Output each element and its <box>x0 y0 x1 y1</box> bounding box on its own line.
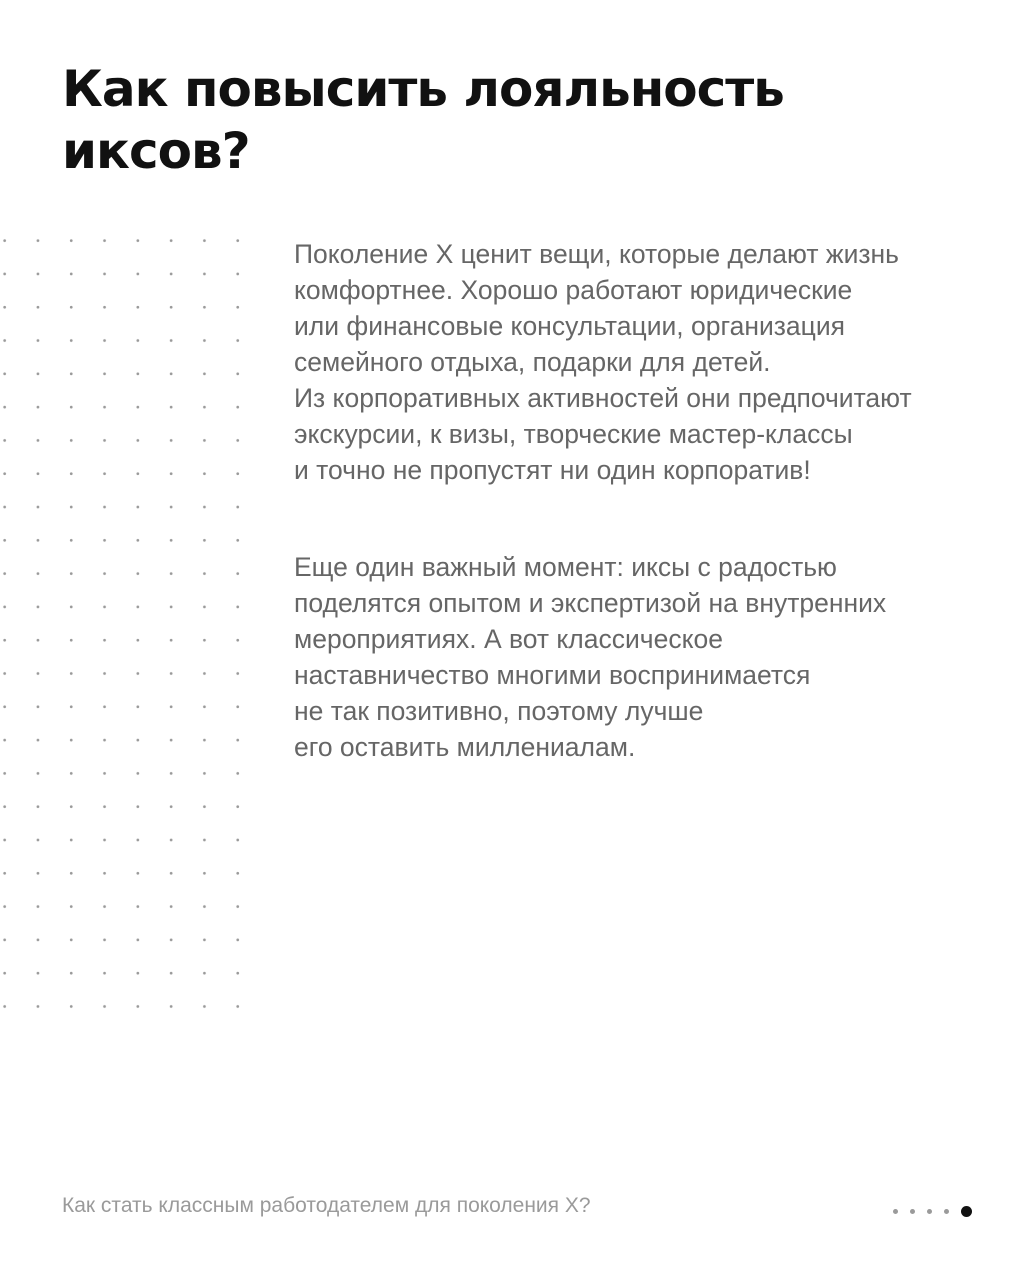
slide-pager <box>893 1206 972 1217</box>
pager-dot <box>944 1209 949 1214</box>
page-title: Как повысить лояльность иксов? <box>62 60 784 180</box>
paragraph-line: семейного отдыха, подарки для детей. <box>294 347 771 377</box>
paragraph-line: Из корпоративных активностей они предпочитают <box>294 383 912 413</box>
paragraph-line: наставничество многими воспринимается <box>294 660 811 690</box>
paragraph-1 <box>294 236 994 488</box>
pager-dot <box>927 1209 932 1214</box>
footer-caption: Как стать классным работодателем для поколения Х? <box>62 1194 591 1217</box>
paragraph-line: комфортнее. Хорошо работают юридические <box>294 275 853 305</box>
paragraph-line: Поколение X ценит вещи, которые делают жизнь <box>294 239 899 269</box>
pager-dot <box>910 1209 915 1214</box>
paragraph-line: поделятся опытом и экспертизой на внутренних <box>294 588 887 618</box>
paragraph-line: экскурсии, к визы, творческие мастер-классы <box>294 419 853 449</box>
paragraph-line: его оставить миллениалам. <box>294 732 636 762</box>
pager-dot <box>893 1209 898 1214</box>
paragraph-line: мероприятиях. А вот классическое <box>294 624 723 654</box>
paragraph-line: и точно не пропустят ни один корпоратив! <box>294 455 811 485</box>
paragraph-2 <box>294 549 994 765</box>
paragraph-line: не так позитивно, поэтому лучше <box>294 696 704 726</box>
paragraph-line: Еще один важный момент: иксы с радостью <box>294 552 837 582</box>
dot-grid-decoration <box>0 236 250 1036</box>
pager-dot-active <box>961 1206 972 1217</box>
paragraph-line: или финансовые консультации, организация <box>294 311 845 341</box>
